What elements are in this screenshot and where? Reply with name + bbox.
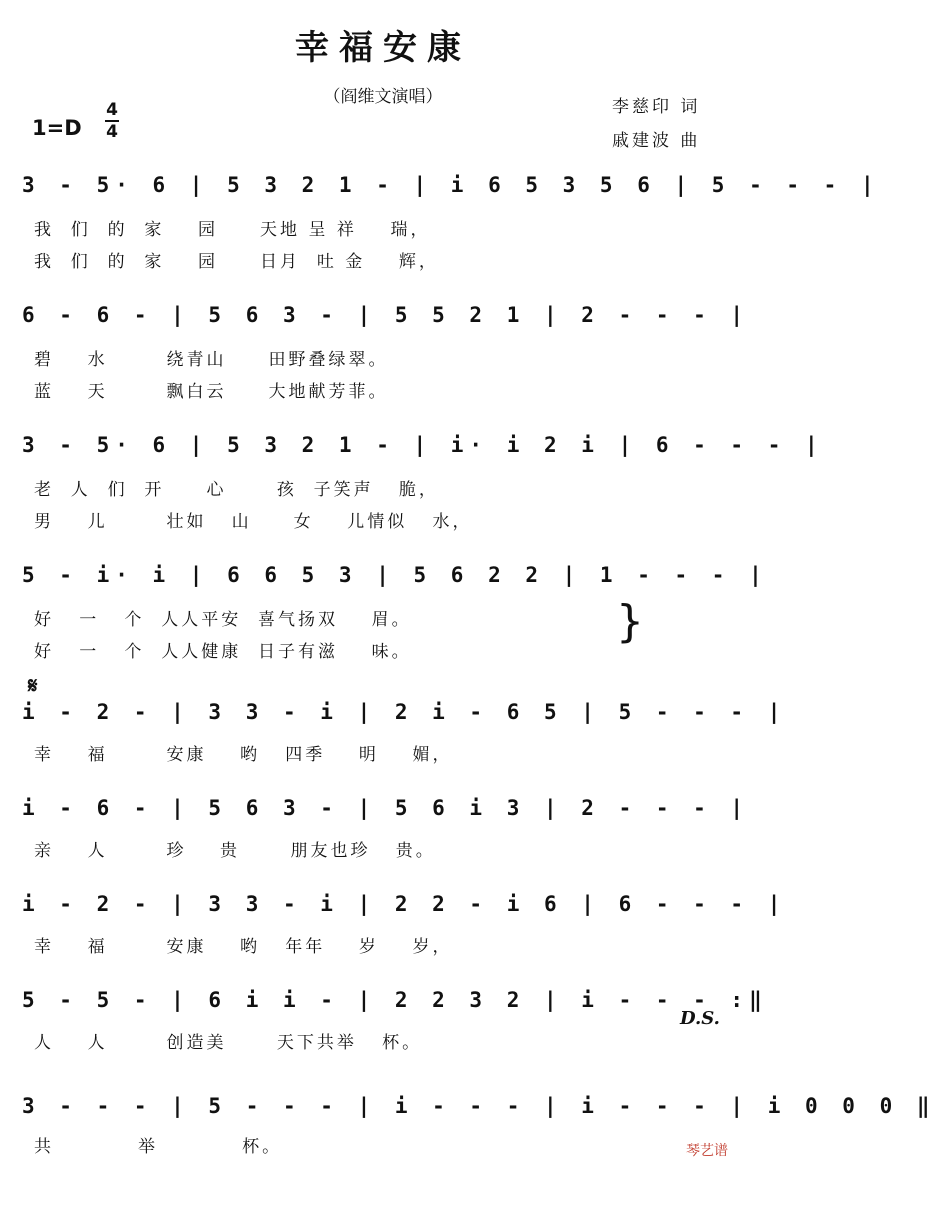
score-row-9 [0, 1086, 936, 1226]
key-signature: 1=D [32, 116, 82, 140]
lyric-line-1: 幸 福 安康 哟 年年 岁 岁， [34, 937, 453, 957]
notes: 5 - i· i | 6 6 5 3 | 5 6 2 2 | 1 - - - | [22, 563, 768, 587]
lyric-line-1: 共 举 杯。 [34, 1137, 283, 1157]
score-row-4 [0, 555, 766, 695]
performer-note: （阎维文演唱） [323, 87, 443, 107]
lyric-line-1: 人 人 创造美 天下共举 杯。 [34, 1033, 423, 1053]
score-row-1 [0, 165, 880, 305]
lyricist-credit: 李慈印 词 [612, 97, 701, 117]
lyric-line-2: 男 儿 壮如 山 女 儿情似 水， [34, 512, 473, 532]
brace: } [616, 596, 644, 647]
notes: 5 - 5 - | 6 i i - | 2 2 3 2 | i - - - :‖ [22, 988, 768, 1012]
notes: 3 - - - | 5 - - - | i - - - | i - - - | i 0 0 0 ‖ [22, 1094, 936, 1118]
song-title: 幸福安康 [295, 28, 471, 68]
segno-sign: 𝄋 [28, 674, 38, 699]
notes: 3 - 5· 6 | 5 3 2 1 - | i 6 5 3 5 6 | 5 - - - | [22, 173, 880, 197]
notes: i - 6 - | 5 6 3 - | 5 6 i 3 | 2 - - - | [22, 796, 750, 820]
lyric-line-2: 好 一 个 人人健康 日子有滋 味。 [34, 642, 412, 662]
time-signature [104, 100, 120, 142]
lyric-line-2: 蓝 天 飘白云 大地献芳菲。 [34, 382, 389, 402]
notes: i - 2 - | 3 3 - i | 2 i - 6 5 | 5 - - - | [22, 700, 787, 724]
score-row-2 [0, 295, 766, 435]
ds-marking: D.S. [680, 1008, 720, 1029]
notes: i - 2 - | 3 3 - i | 2 2 - i 6 | 6 - - - | [22, 892, 787, 916]
score-row-3 [0, 425, 824, 565]
lyric-line-1: 好 一 个 人人平安 喜气扬双 眉。 [34, 610, 412, 630]
lyric-line-1: 亲 人 珍 贵 朋友也珍 贵。 [34, 841, 436, 861]
lyric-line-1: 我 们 的 家 园 天地 呈 祥 瑞， [34, 220, 431, 240]
lyric-line-2: 我 们 的 家 园 日月 吐 金 辉， [34, 252, 439, 272]
watermark-logo: 琴艺谱 [686, 1143, 728, 1159]
composer-credit: 戚建波 曲 [612, 131, 701, 151]
lyric-line-1: 幸 福 安康 哟 四季 明 媚， [34, 745, 453, 765]
lyric-line-1: 老 人 们 开 心 孩 子笑声 脆， [34, 480, 439, 500]
notes: 6 - 6 - | 5 6 3 - | 5 5 2 1 | 2 - - - | [22, 303, 750, 327]
time-signature-top: 4 [106, 100, 118, 120]
time-signature-bottom: 4 [106, 122, 118, 142]
lyric-line-1: 碧 水 绕青山 田野叠绿翠。 [34, 350, 389, 370]
notes: 3 - 5· 6 | 5 3 2 1 - | i· i 2 i | 6 - - - | [22, 433, 824, 457]
